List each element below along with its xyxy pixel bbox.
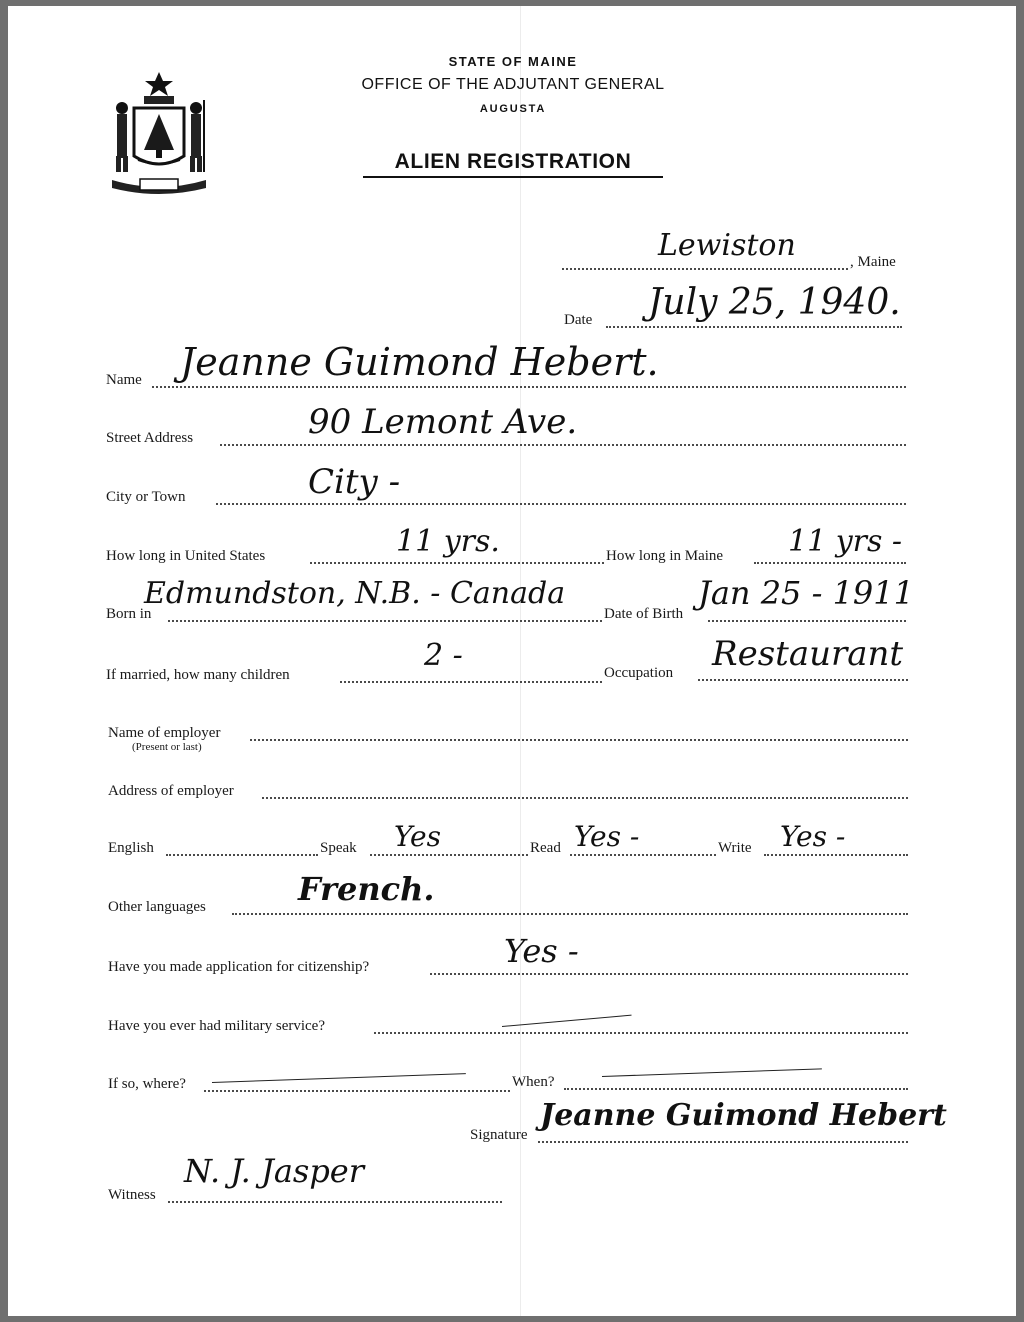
witness-value: N. J. Jasper [184, 1152, 365, 1190]
military-pen-stroke [502, 1015, 632, 1027]
citizenship-value: Yes - [504, 932, 579, 970]
occupation-value: Restaurant [712, 634, 904, 674]
city-line [216, 503, 906, 505]
employer-line [250, 739, 908, 741]
signature-label: Signature [470, 1127, 528, 1143]
maine-duration-value: 11 yrs - [788, 524, 903, 559]
maine-duration-label: How long in Maine [606, 548, 724, 564]
employer-sublabel: (Present or last) [132, 741, 202, 753]
street-label: Street Address [106, 430, 194, 446]
military-label: Have you ever had military service? [108, 1018, 325, 1034]
date-line [606, 326, 902, 328]
witness-label: Witness [108, 1187, 156, 1203]
place-value: Lewiston [658, 228, 796, 263]
dob-line [708, 620, 906, 622]
birthplace-label: Born in [106, 606, 152, 622]
name-line [152, 386, 906, 388]
citizenship-label: Have you made application for citizenship? [108, 959, 370, 975]
state-heading: STATE OF MAINE [448, 54, 578, 69]
children-value: 2 - [424, 638, 463, 673]
speak-label: Speak [320, 840, 357, 856]
occupation-line [698, 679, 908, 681]
other-languages-label: Other languages [108, 899, 206, 915]
fold-crease [520, 6, 521, 1316]
occupation-label: Occupation [604, 665, 674, 681]
read-value: Yes - [574, 820, 640, 853]
registration-form [8, 6, 1016, 1316]
speak-line [370, 854, 528, 856]
office-heading: OFFICE OF THE ADJUTANT GENERAL [361, 76, 665, 93]
english-line [166, 854, 318, 856]
employer-address-line [262, 797, 908, 799]
date-value: July 25, 1940. [648, 282, 901, 323]
write-label: Write [718, 840, 752, 856]
birthplace-value: Edmundston, N.B. - Canada [144, 576, 566, 611]
state-seal-icon [104, 68, 214, 196]
employer-address-label: Address of employer [108, 783, 234, 799]
city-value: City - [308, 462, 401, 502]
city-heading: AUGUSTA [479, 103, 547, 115]
write-value: Yes - [780, 820, 846, 853]
place-line [562, 268, 848, 270]
us-duration-value: 11 yrs. [396, 524, 500, 559]
signature-value: Jeanne Guimond Hebert [540, 1098, 947, 1133]
military-line [374, 1032, 908, 1034]
when-label: When? [512, 1074, 555, 1090]
street-line [220, 444, 906, 446]
witness-line [168, 1201, 502, 1203]
us-duration-label: How long in United States [106, 548, 266, 564]
citizenship-line [430, 973, 908, 975]
children-label: If married, how many children [106, 667, 290, 683]
date-label: Date [564, 312, 593, 328]
other-languages-value: French. [298, 870, 435, 908]
name-label: Name [106, 372, 142, 388]
read-line [570, 854, 716, 856]
children-line [340, 681, 602, 683]
dob-label: Date of Birth [604, 606, 684, 622]
us-duration-line [310, 562, 604, 564]
signature-line [538, 1141, 908, 1143]
when-pen-stroke [602, 1068, 822, 1077]
read-label: Read [530, 840, 561, 856]
birthplace-line [168, 620, 602, 622]
employer-label: Name of employer [108, 725, 221, 741]
where-pen-stroke [212, 1073, 466, 1083]
write-line [764, 854, 908, 856]
maine-duration-line [754, 562, 906, 564]
street-value: 90 Lemont Ave. [308, 402, 578, 442]
english-label: English [108, 840, 154, 856]
speak-value: Yes [394, 820, 441, 853]
where-line [204, 1090, 510, 1092]
city-label: City or Town [106, 489, 186, 505]
where-label: If so, where? [108, 1076, 186, 1092]
when-line [564, 1088, 908, 1090]
dob-value: Jan 25 - 1911 [698, 574, 914, 612]
name-value: Jeanne Guimond Hebert. [180, 340, 659, 384]
other-languages-line [232, 913, 908, 915]
state-suffix-label: , Maine [850, 254, 896, 270]
form-title: ALIEN REGISTRATION [363, 150, 663, 178]
